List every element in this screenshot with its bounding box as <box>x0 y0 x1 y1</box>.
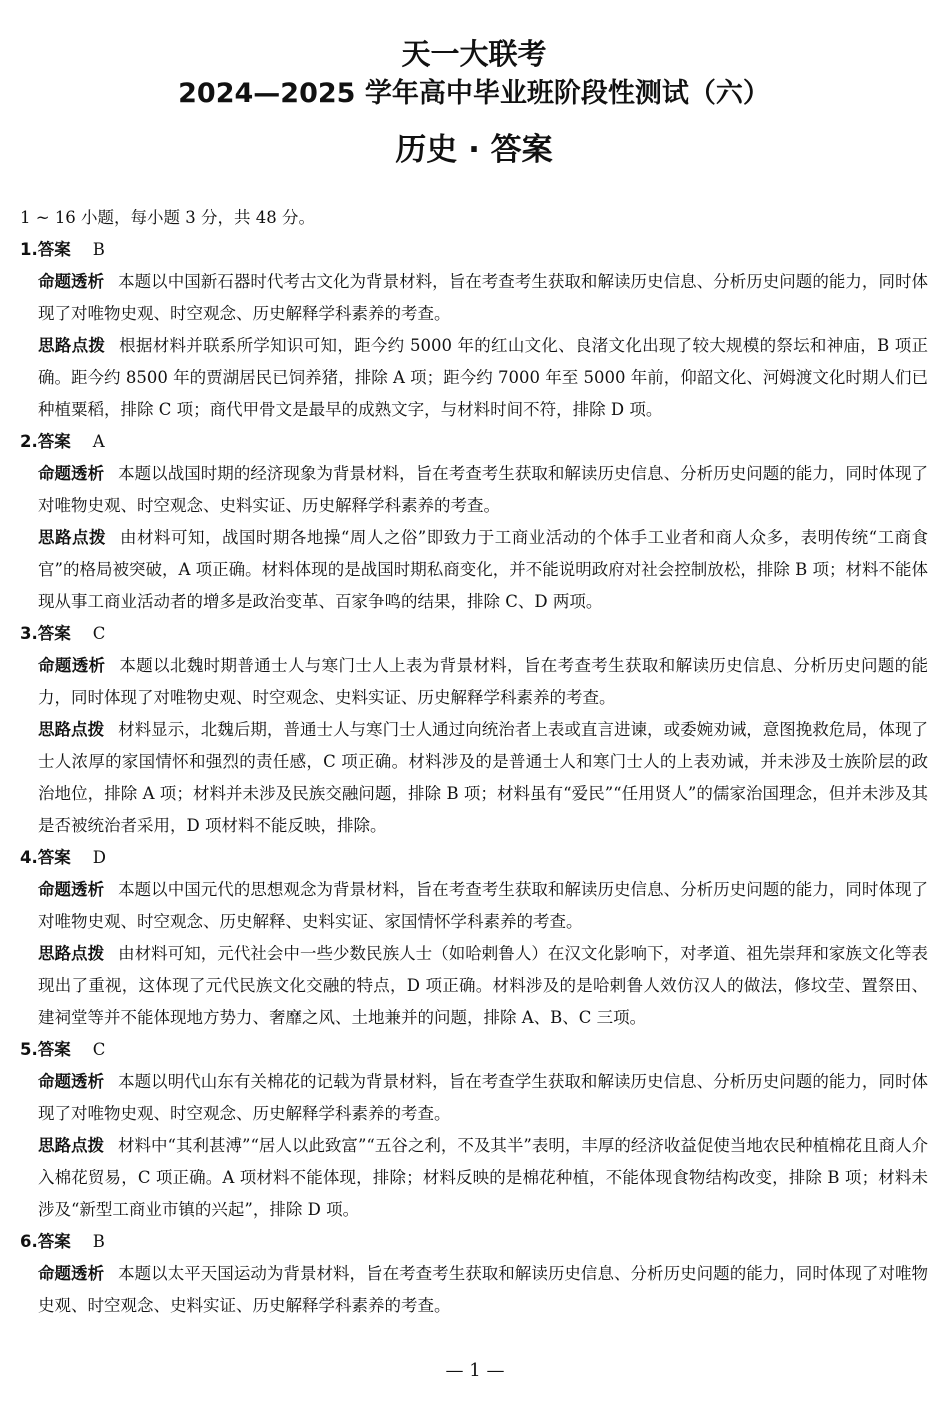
analysis-label: 命题透析 <box>38 272 105 291</box>
question-number: 6. <box>20 1232 38 1251</box>
hint-paragraph <box>20 1130 928 1226</box>
analysis-label: 命题透析 <box>38 464 105 483</box>
analysis-paragraph <box>20 650 928 714</box>
answer-label: 答案 <box>37 1232 71 1251</box>
hint-label: 思路点拨 <box>38 528 106 547</box>
hint-text: 根据材料并联系所学知识可知，距今约 5000 年的红山文化、良渚文化出现了较大规模的祭坛和神庙，B 项正确。距今约 8500 年的贾湖居民已饲养猪，排除 A 项；距今约 7000 年至 5000 年前，仰韶文化、河姆渡文化时期人们已种植粟稻，排除 C 项；商代甲骨文是最早的成熟文字，与材料时间不符，排除 D 项。 <box>38 336 929 419</box>
answer-line <box>20 426 928 458</box>
analysis-paragraph <box>20 874 928 938</box>
answer-value: D <box>92 848 106 867</box>
analysis-label: 命题透析 <box>38 1072 105 1091</box>
analysis-text: 本题以中国元代的思想观念为背景材料，旨在考查考生获取和解读历史信息、分析历史问题的能力，同时体现了对唯物史观、时空观念、历史解释、史料实证、家国情怀学科素养的考查。 <box>38 880 929 931</box>
answer-content <box>20 202 928 1322</box>
analysis-text: 本题以战国时期的经济现象为背景材料，旨在考查考生获取和解读历史信息、分析历史问题的能力，同时体现了对唯物史观、时空观念、史料实证、历史解释学科素养的考查。 <box>38 464 929 515</box>
hint-label: 思路点拨 <box>38 720 105 739</box>
answer-line <box>20 1226 928 1258</box>
subject-title: 历史 · 答案 <box>395 132 553 168</box>
answer-value: C <box>92 624 106 643</box>
answer-value: C <box>92 1040 106 1059</box>
hint-paragraph <box>20 330 928 426</box>
hint-paragraph <box>20 938 928 1034</box>
hint-text: 由材料可知，战国时期各地操“周人之俗”即致力于工商业活动的个体手工业者和商人众多，表明传统“工商食官”的格局被突破，A 项正确。材料体现的是战国时期私商变化，并不能说明政府对社会控制放松，排除 B 项；材料不能体现从事工商业活动者的增多是政治变革、百家争鸣的结果，排除 C、D 两项。 <box>38 528 929 611</box>
answer-label: 答案 <box>37 240 71 259</box>
hint-paragraph <box>20 714 928 842</box>
hint-label: 思路点拨 <box>38 336 106 355</box>
answer-value: B <box>92 240 105 259</box>
analysis-paragraph <box>20 266 928 330</box>
question-number: 4. <box>20 848 38 867</box>
page-number: — 1 — <box>445 1360 505 1381</box>
question-number: 5. <box>20 1040 38 1059</box>
question-number: 3. <box>20 624 38 643</box>
analysis-text: 本题以北魏时期普通士人与寒门士人上表为背景材料，旨在考查考生获取和解读历史信息、分析历史问题的能力，同时体现了对唯物史观、时空观念、史料实证、历史解释学科素养的考查。 <box>38 656 929 707</box>
question-block <box>20 618 928 842</box>
scoring-intro: 1 ~ 16 小题，每小题 3 分，共 48 分。 <box>20 208 316 227</box>
question-number: 2. <box>20 432 38 451</box>
analysis-label: 命题透析 <box>38 880 105 899</box>
hint-label: 思路点拨 <box>38 944 105 963</box>
hint-text: 由材料可知，元代社会中一些少数民族人士（如哈剌鲁人）在汉文化影响下，对孝道、祖先崇拜和家族文化等表现出了重视，这体现了元代民族文化交融的特点，D 项正确。材料涉及的是哈剌鲁人效仿汉人的做法，修坟茔、置祭田、建祠堂等并不能体现地方势力、奢靡之风、土地兼并的问题，排除 A、B、C 三项。 <box>38 944 929 1027</box>
hint-label: 思路点拨 <box>38 1136 105 1155</box>
answer-line <box>20 234 928 266</box>
question-block <box>20 1226 928 1322</box>
hint-text: 材料显示，北魏后期，普通士人与寒门士人通过向统治者上表或直言进谏，或委婉劝诫，意图挽救危局，体现了士人浓厚的家国情怀和强烈的责任感，C 项正确。材料涉及的是普通士人和寒门士人的上表劝诫，并未涉及士族阶层的政治地位，排除 A 项；材料并未涉及民族交融问题，排除 B 项；材料虽有“爱民”“任用贤人”的儒家治国理念，但并未涉及其是否被统治者采用，D 项材料不能反映，排除。 <box>38 720 929 835</box>
analysis-text: 本题以太平天国运动为背景材料，旨在考查考生获取和解读历史信息、分析历史问题的能力，同时体现了对唯物史观、时空观念、史料实证、历史解释学科素养的考查。 <box>38 1264 929 1315</box>
question-block <box>20 1034 928 1226</box>
question-number: 1. <box>20 240 38 259</box>
answer-value: B <box>92 1232 105 1251</box>
analysis-label: 命题透析 <box>38 656 106 675</box>
answer-label: 答案 <box>37 432 71 451</box>
analysis-text: 本题以明代山东有关棉花的记载为背景材料，旨在考查学生获取和解读历史信息、分析历史问题的能力，同时体现了对唯物史观、时空观念、历史解释学科素养的考查。 <box>38 1072 929 1123</box>
hint-paragraph <box>20 522 928 618</box>
analysis-label: 命题透析 <box>38 1264 105 1283</box>
exam-title: 2024—2025 学年高中毕业班阶段性测试（六） <box>178 78 770 109</box>
question-block <box>20 842 928 1034</box>
hint-text: 材料中“其利甚溥”“居人以此致富”“五谷之利，不及其半”表明，丰厚的经济收益促使当地农民种植棉花且商人介入棉花贸易，C 项正确。A 项材料不能体现，排除；材料反映的是棉花种植，不能体现食物结构改变，排除 B 项；材料未涉及“新型工商业市镇的兴起”，排除 D 项。 <box>38 1136 928 1219</box>
answer-value: A <box>92 432 105 451</box>
question-block <box>20 234 928 426</box>
answer-label: 答案 <box>37 1040 71 1059</box>
analysis-paragraph <box>20 458 928 522</box>
analysis-paragraph <box>20 1258 928 1322</box>
answer-line <box>20 842 928 874</box>
answer-label: 答案 <box>37 624 71 643</box>
answer-line <box>20 1034 928 1066</box>
question-block <box>20 426 928 618</box>
analysis-text: 本题以中国新石器时代考古文化为背景材料，旨在考查考生获取和解读历史信息、分析历史问题的能力，同时体现了对唯物史观、时空观念、历史解释学科素养的考查。 <box>38 272 929 323</box>
analysis-paragraph <box>20 1066 928 1130</box>
answer-label: 答案 <box>37 848 71 867</box>
exam-organizer-title: 天一大联考 <box>401 37 547 71</box>
answer-line <box>20 618 928 650</box>
document-header <box>20 34 928 172</box>
